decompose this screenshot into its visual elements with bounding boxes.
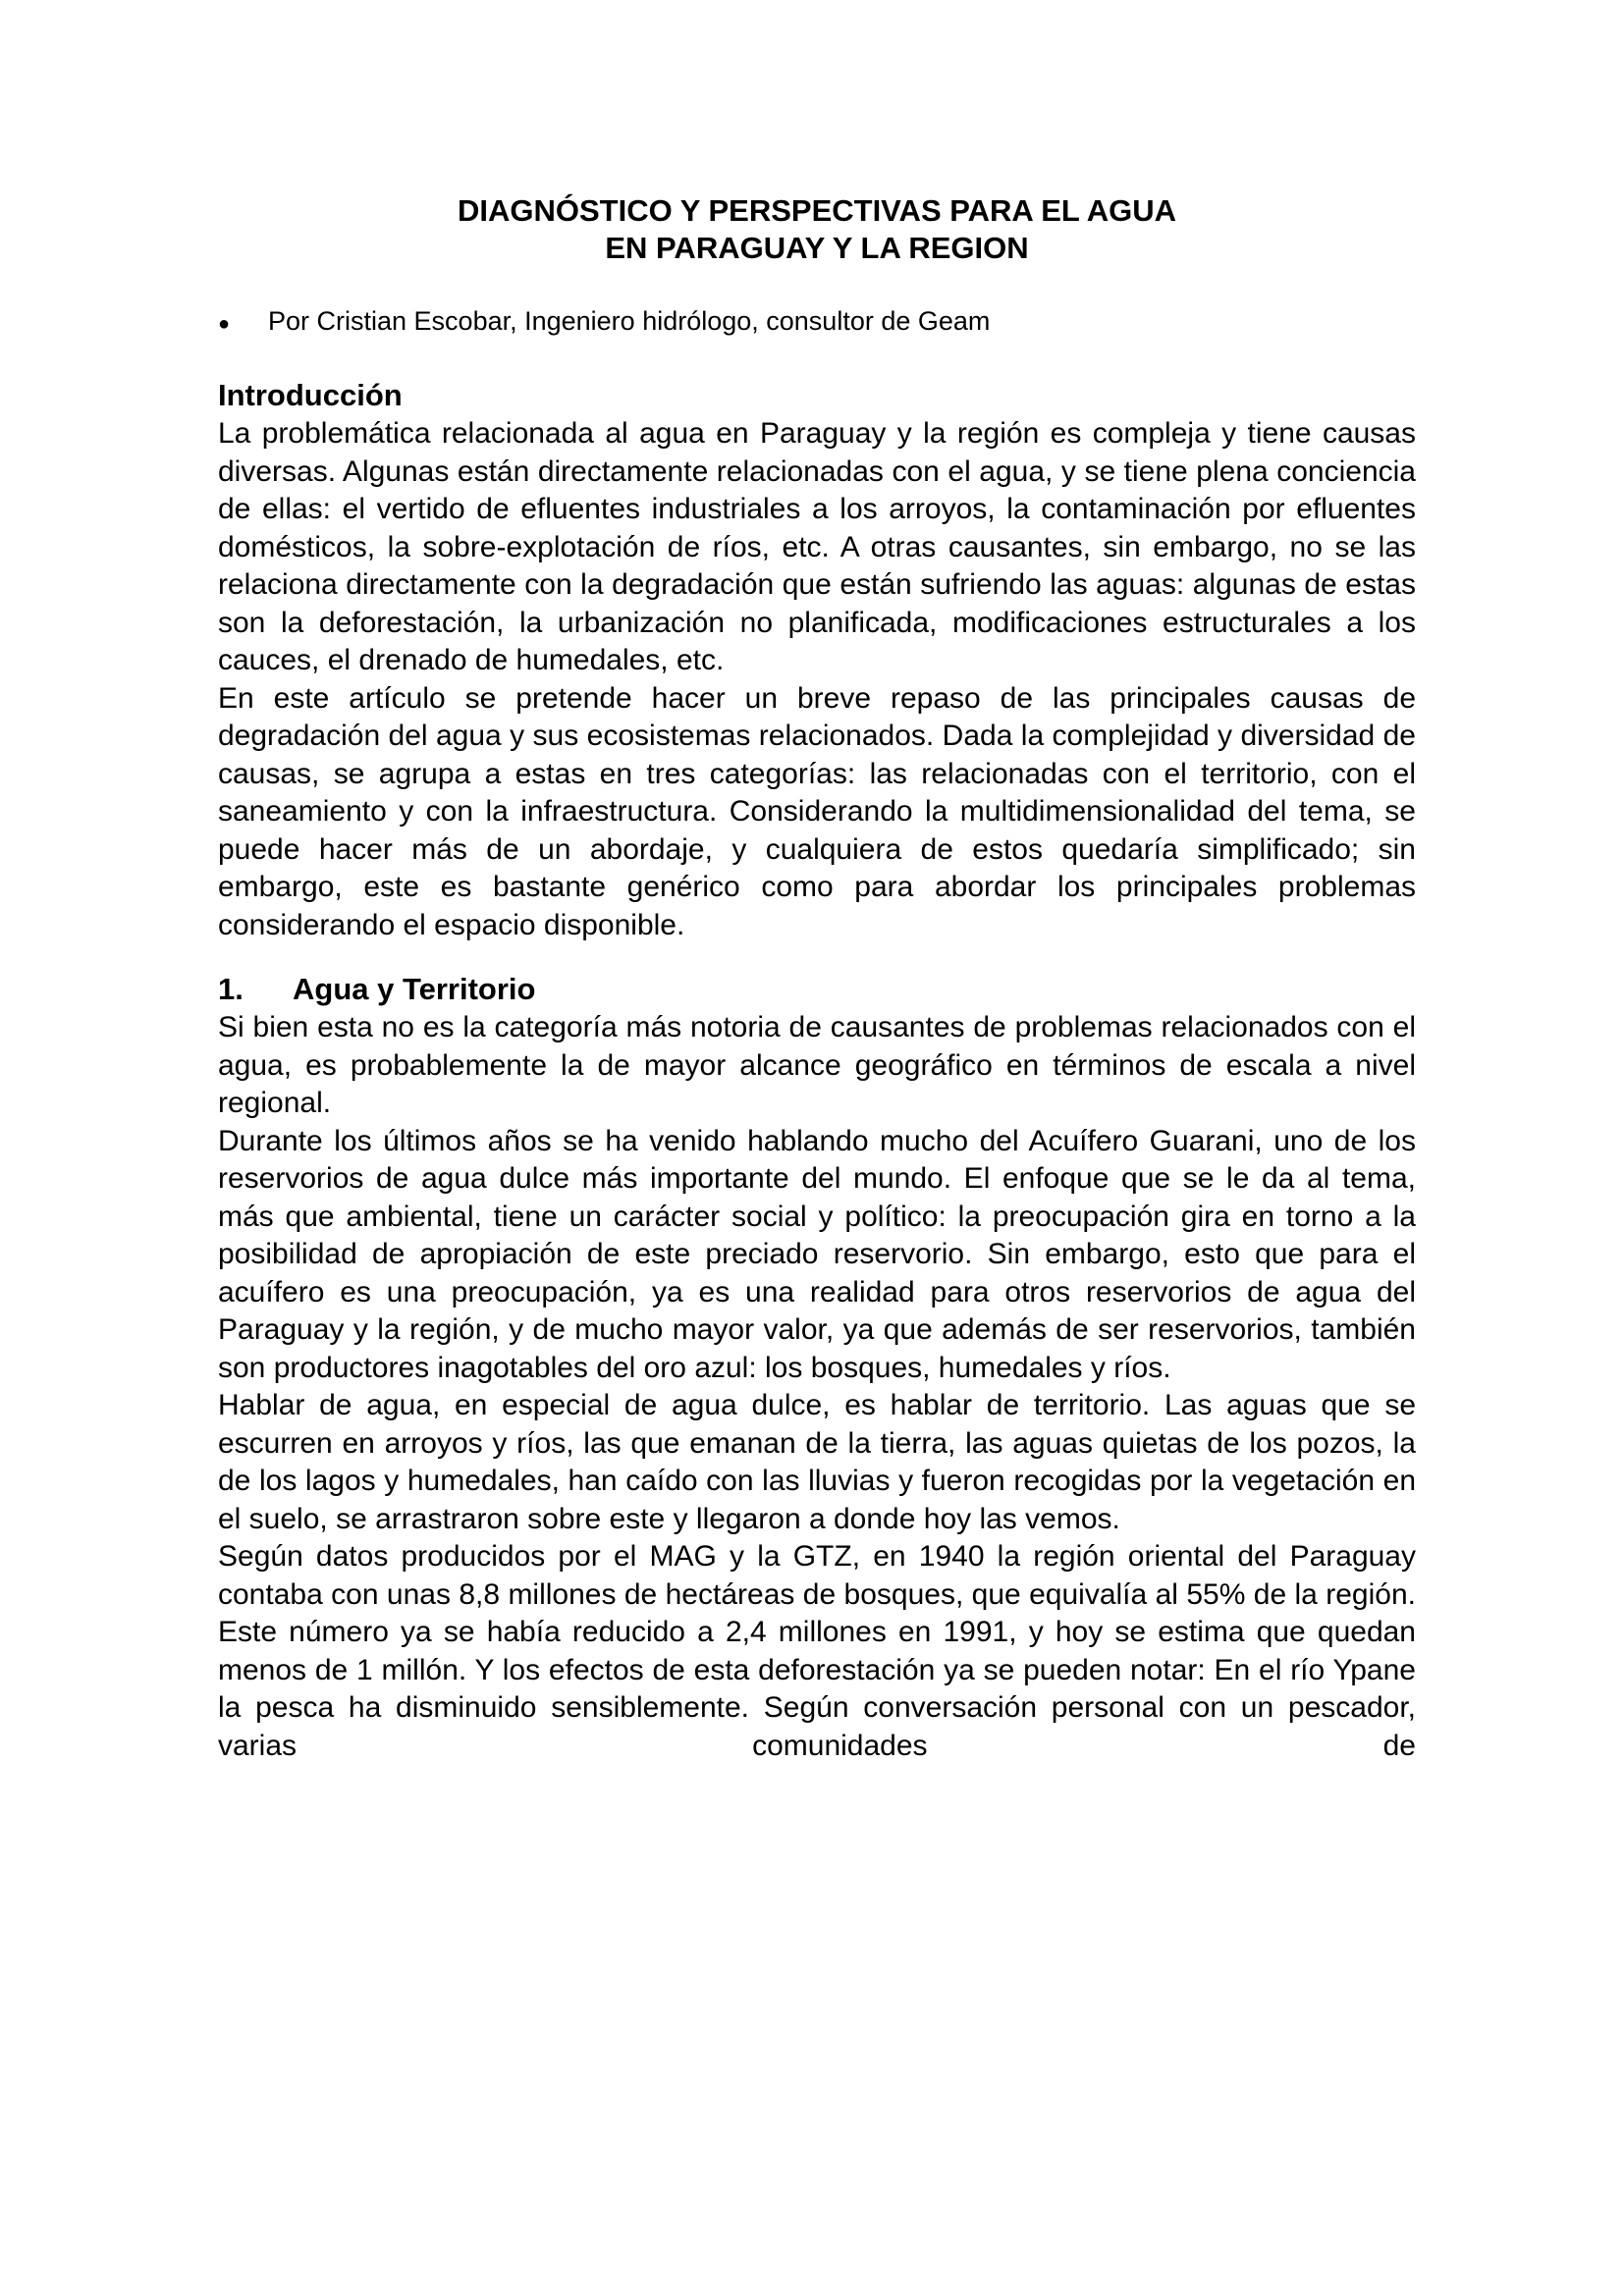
document-page bbox=[218, 192, 1416, 1765]
intro-paragraph-2: En este artículo se pretende hacer un breve repaso de las principales causas de degradación del agua y sus ecosistemas relacionados. Dada la complejidad y diversidad de causas, se agrupa a estas en tres categorías: las relacionadas con el territorio, con el saneamiento y con la infraestructura. Considerando la multidimensionalidad del tema, se puede hacer más de un abordaje, y cualquiera de estos quedaría simplificado; sin embargo, este es bastante genérico como para abordar los principales problemas considerando el espacio disponible. bbox=[218, 681, 1416, 941]
section1-paragraph-1: Si bien esta no es la categoría más notoria de causantes de problemas relacionados con el agua, es probablemente la de mayor alcance geográfico en términos de escala a nivel regional. bbox=[218, 1011, 1416, 1119]
title-line-2: EN PARAGUAY Y LA REGION bbox=[605, 231, 1029, 265]
author-line bbox=[218, 304, 1416, 341]
section-title: Agua y Territorio bbox=[293, 972, 536, 1006]
section1-paragraph-4: Según datos producidos por el MAG y la GTZ, en 1940 la región oriental del Paraguay contaba con unas 8,8 millones de hectáreas de bosques, que equivalía al 55% de la región. Este número ya se había reducido a 2,4 millones en 1991, y hoy se estima que quedan menos de 1 millón. Y los efectos de esta deforestación ya se pueden notar: En el río Ypane la pesca ha disminuido sensiblemente. Según conversación personal con un pescador, varias comunidades de bbox=[218, 1540, 1416, 1762]
author-text: Por Cristian Escobar, Ingeniero hidrólogo, consultor de Geam bbox=[268, 306, 991, 336]
title-line-1: DIAGNÓSTICO Y PERSPECTIVAS PARA EL AGUA bbox=[457, 193, 1177, 228]
section-heading-intro: Introducción bbox=[218, 378, 403, 412]
section-number: 1. bbox=[218, 972, 244, 1006]
section-heading-1 bbox=[218, 970, 1416, 1009]
document-title bbox=[218, 192, 1416, 267]
bullet-icon: ● bbox=[218, 313, 231, 335]
intro-paragraph-1: La problemática relacionada al agua en Paraguay y la región es compleja y tiene causas diversas. Algunas están directamente relacionadas con el agua, y se tiene plena conciencia de ellas: el vertido de efluentes industriales a los arroyos, la contaminación por efluentes domésticos, la sobre-explotación de ríos, etc. A otras causantes, sin embargo, no se las relaciona directamente con la degradación que están sufriendo las aguas: algunas de estas son la deforestación, la urbanización no planificada, modificaciones estructurales a los cauces, el drenado de humedales, etc. bbox=[218, 417, 1416, 676]
section1-paragraph-3: Hablar de agua, en especial de agua dulce, es hablar de territorio. Las aguas que se escurren en arroyos y ríos, las que emanan de la tierra, las aguas quietas de los pozos, la de los lagos y humedales, han caído con las lluvias y fueron recogidas por la vegetación en el suelo, se arrastraron sobre este y llegaron a donde hoy las vemos. bbox=[218, 1389, 1416, 1535]
section1-paragraph-2: Durante los últimos años se ha venido hablando mucho del Acuífero Guarani, uno de los reservorios de agua dulce más importante del mundo. El enfoque que se le da al tema, más que ambiental, tiene un carácter social y político: la preocupación gira en torno a la posibilidad de apropiación de este preciado reservorio. Sin embargo, esto que para el acuífero es una preocupación, ya es una realidad para otros reservorios de agua del Paraguay y la región, y de mucho mayor valor, ya que además de ser reservorios, también son productores inagotables del oro azul: los bosques, humedales y ríos. bbox=[218, 1124, 1416, 1384]
